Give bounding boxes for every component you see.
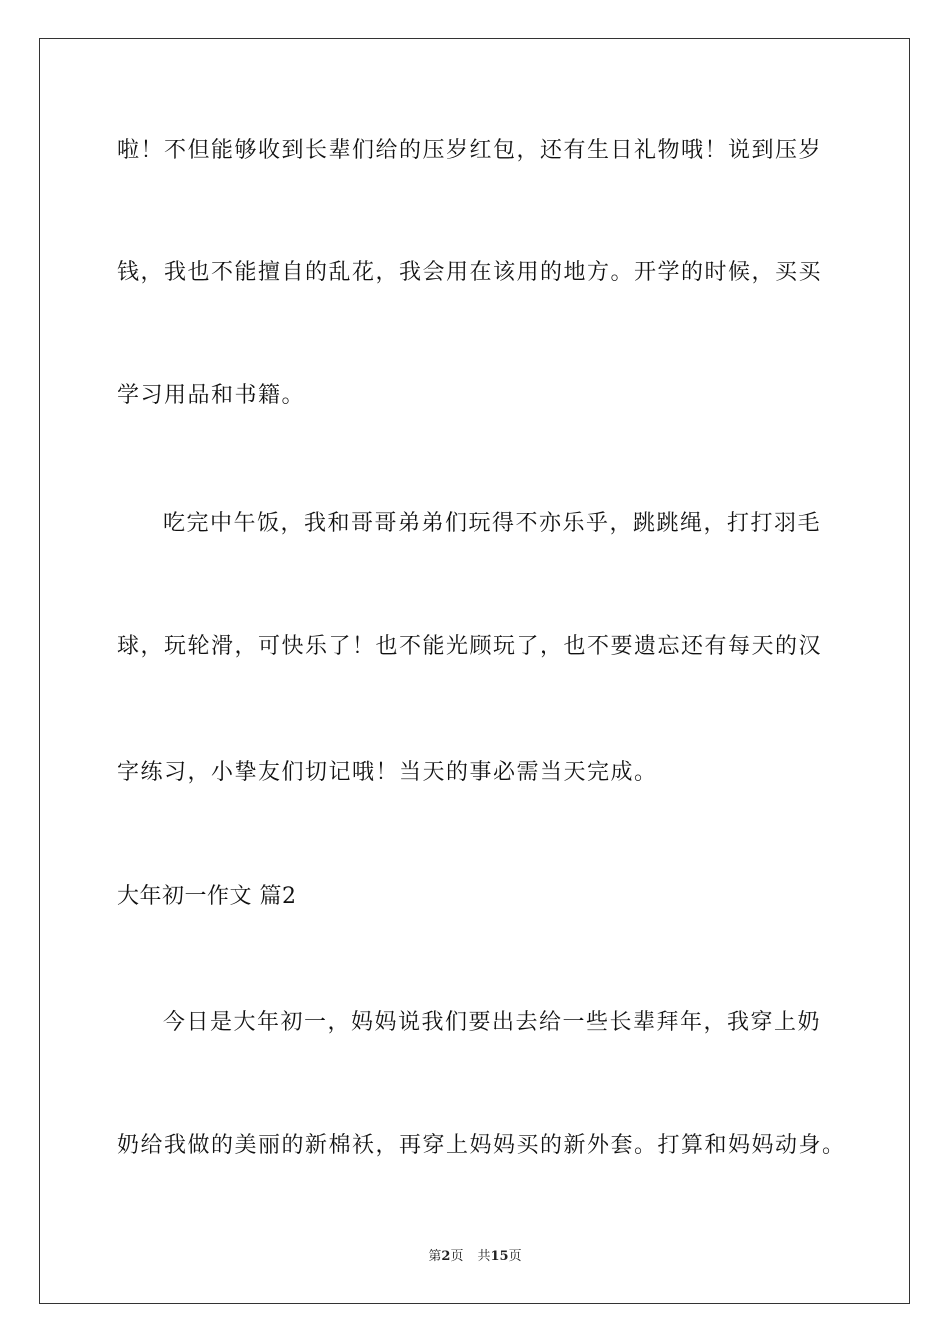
body-line-4: 吃完中午饭，我和哥哥弟弟们玩得不亦乐乎，跳跳绳，打打羽毛 [163,511,822,536]
body-line-8: 奶给我做的美丽的新棉袄，再穿上妈妈买的新外套。打算和妈妈动身。 [117,1133,846,1158]
body-line-6: 字练习，小挚友们切记哦！当天的事必需当天完成。 [117,760,658,785]
total-suffix: 页 [508,1249,522,1264]
total-pages: 15 [490,1249,509,1264]
page-number: 2 [441,1249,451,1264]
page-suffix: 页 [450,1249,464,1264]
body-line-5: 球，玩轮滑，可快乐了！也不能光顾玩了，也不要遗忘还有每天的汉 [117,634,823,659]
page-footer [0,1248,950,1266]
page-prefix: 第 [428,1249,442,1264]
page-border [39,38,910,1304]
body-line-2: 钱，我也不能擅自的乱花，我会用在该用的地方。开学的时候，买买 [117,260,823,285]
body-line-3: 学习用品和书籍。 [117,383,306,408]
body-line-7: 今日是大年初一，妈妈说我们要出去给一些长辈拜年，我穿上奶 [163,1010,822,1035]
total-prefix: 共 [477,1249,491,1264]
section-heading: 大年初一作文 篇2 [117,884,297,909]
body-line-1: 啦！不但能够收到长辈们给的压岁红包，还有生日礼物哦！说到压岁 [117,138,823,163]
